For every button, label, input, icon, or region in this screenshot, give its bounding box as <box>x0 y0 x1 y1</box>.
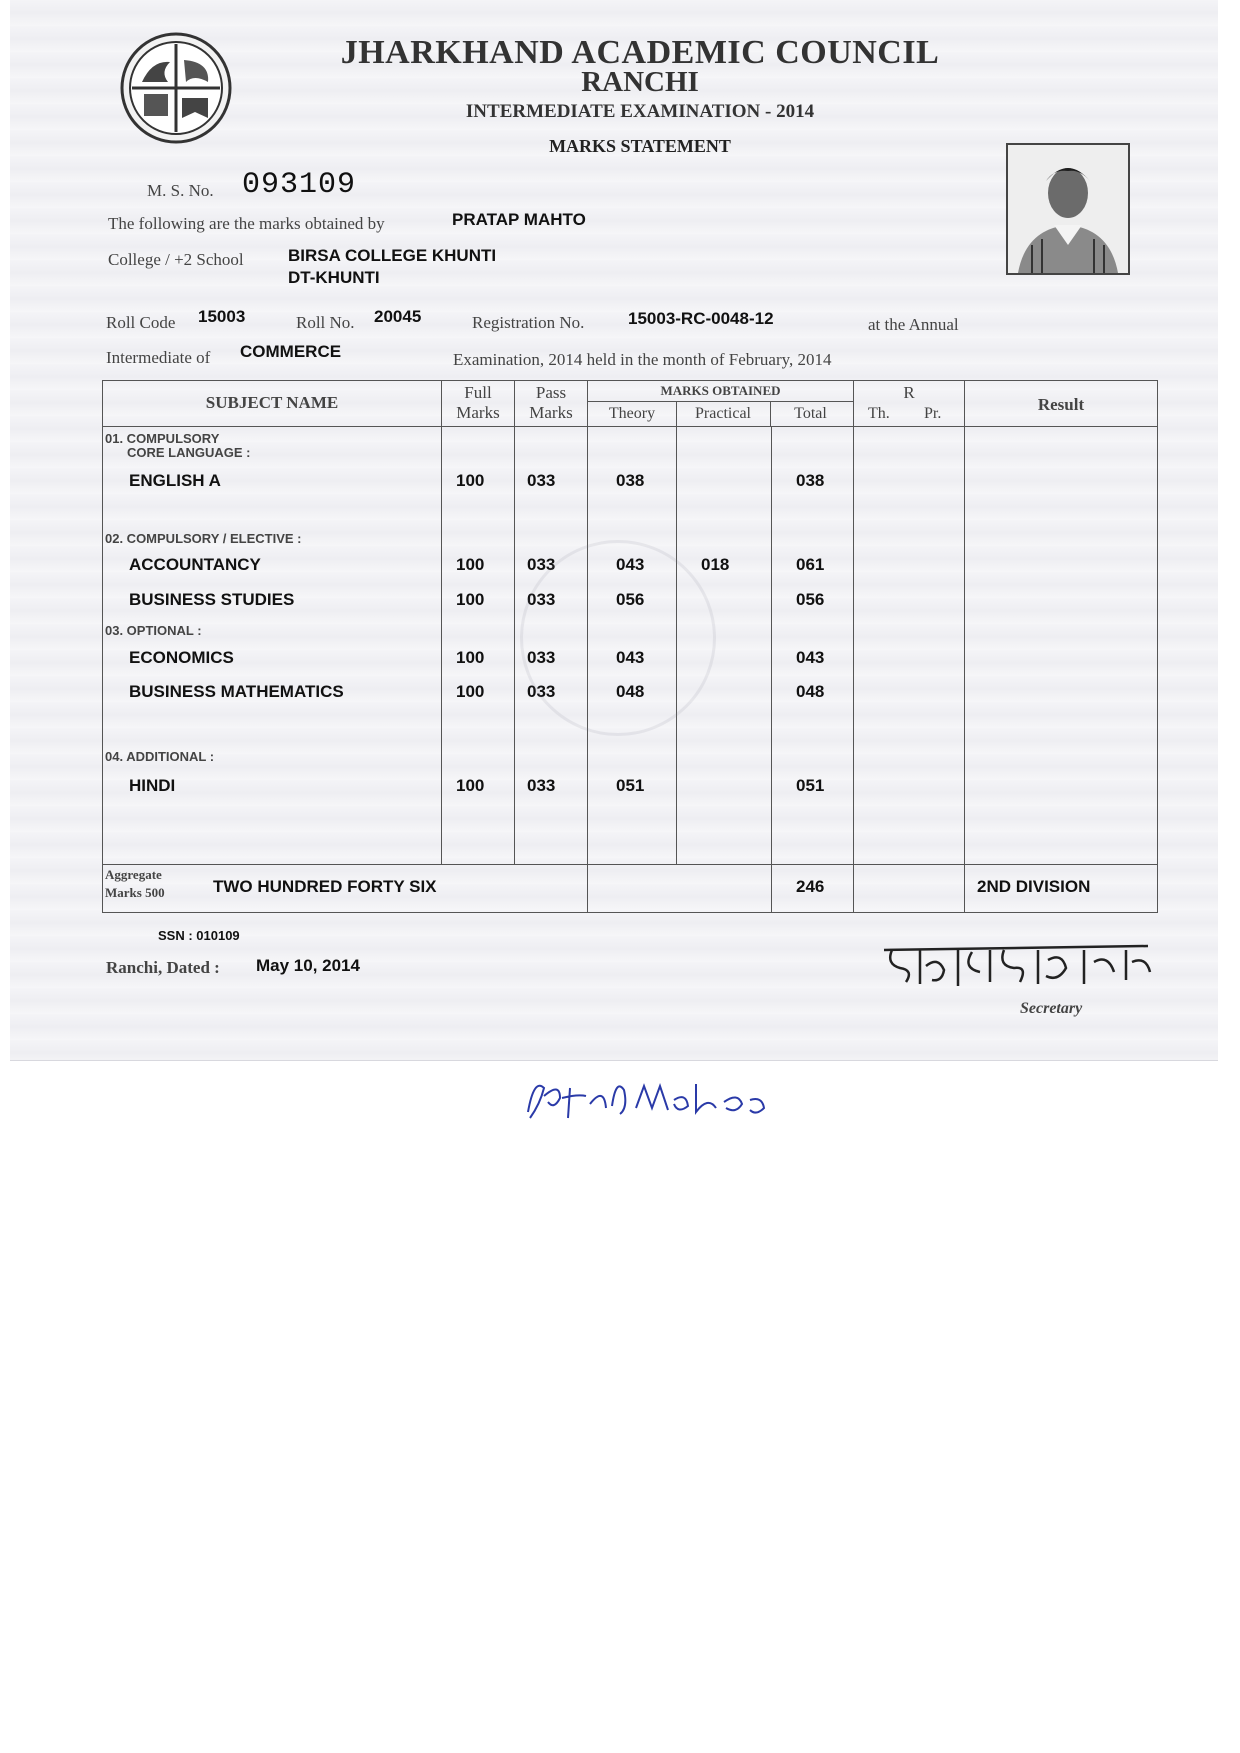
roll-code-label: Roll Code <box>106 313 176 332</box>
obtained-by-label: The following are the marks obtained by <box>108 214 385 233</box>
full-marks-column: 100 100 100 100 100 100 <box>442 427 515 865</box>
subject-name-header: SUBJECT NAME <box>103 381 442 427</box>
document-type: MARKS STATEMENT <box>549 136 731 156</box>
aggregate-label: Aggregate <box>105 867 162 882</box>
annual-label: at the Annual <box>868 315 959 334</box>
dated-label: Ranchi, Dated : <box>106 958 220 977</box>
subject-column <box>103 427 442 865</box>
secretary-label: Secretary <box>1020 1000 1083 1017</box>
final-result: 2ND DIVISION <box>977 877 1091 896</box>
subject-name: HINDI <box>129 776 176 795</box>
student-name: PRATAP MAHTO <box>452 210 586 229</box>
full-marks-header: Full Marks <box>442 381 515 427</box>
college-district: DT-KHUNTI <box>288 268 380 287</box>
r-header: R Th. Pr. <box>854 381 965 427</box>
marks-obtained-header: MARKS OBTAINED Theory Practical Total <box>588 381 854 427</box>
council-city: RANCHI <box>581 66 699 98</box>
exam-held-text: Examination, 2014 held in the month of February, 2014 <box>453 350 832 369</box>
intermediate-of-label: Intermediate of <box>106 348 211 367</box>
council-watermark-seal <box>520 540 716 736</box>
practical-column: 018 <box>677 427 772 865</box>
issue-date: May 10, 2014 <box>256 956 360 975</box>
subject-name: ACCOUNTANCY <box>129 555 261 574</box>
student-photo <box>1006 143 1130 275</box>
section-sublabel: CORE LANGUAGE : <box>127 445 251 460</box>
college-name: BIRSA COLLEGE KHUNTI <box>288 246 497 265</box>
aggregate-row <box>103 865 1158 913</box>
r-column <box>854 427 965 865</box>
ssn-number: SSN : 010109 <box>158 928 240 943</box>
ms-no-value: 093109 <box>242 168 357 202</box>
roll-no-value: 20045 <box>374 307 422 326</box>
aggregate-total-cell <box>772 865 854 913</box>
result-column <box>965 427 1158 865</box>
registration-label: Registration No. <box>472 313 585 332</box>
section-label: 04. ADDITIONAL : <box>105 749 215 764</box>
total-column: 038 061 056 043 048 051 <box>772 427 854 865</box>
ms-no-label: M. S. No. <box>147 181 214 200</box>
theory-column: 038 043 056 043 048 051 <box>588 427 677 865</box>
section-label: 03. OPTIONAL : <box>105 623 202 638</box>
secretary-signature <box>880 938 1170 998</box>
theory-header: Theory <box>608 405 656 422</box>
subject-name: BUSINESS STUDIES <box>129 590 295 609</box>
stream-value: COMMERCE <box>240 342 342 361</box>
roll-no-label: Roll No. <box>296 313 355 332</box>
subject-name: ECONOMICS <box>129 648 234 667</box>
result-header: Result <box>965 381 1158 427</box>
section-label: 01. COMPULSORY <box>105 431 220 446</box>
section-label: 02. COMPULSORY / ELECTIVE : <box>105 531 302 546</box>
exam-title: INTERMEDIATE EXAMINATION - 2014 <box>465 101 815 122</box>
council-title: JHARKHAND ACADEMIC COUNCIL <box>340 34 940 71</box>
subject-name: ENGLISH A <box>129 471 221 490</box>
aggregate-in-words: TWO HUNDRED FORTY SIX <box>213 877 437 896</box>
pass-marks-header: Pass Marks <box>515 381 588 427</box>
student-signature <box>520 1068 770 1128</box>
aggregate-words-cell <box>103 865 588 913</box>
college-label: College / +2 School <box>108 250 244 269</box>
aggregate-max: Marks 500 <box>105 885 165 900</box>
roll-code-value: 15003 <box>198 307 246 326</box>
practical-header: Practical <box>695 405 751 422</box>
aggregate-result-cell <box>965 865 1158 913</box>
council-emblem-icon <box>120 32 232 144</box>
total-header: Total <box>794 405 827 422</box>
table-header-row <box>103 381 1158 427</box>
registration-value: 15003-RC-0048-12 <box>628 309 774 328</box>
aggregate-total: 246 <box>796 877 825 896</box>
pass-marks-column: 033 033 033 033 033 033 <box>515 427 588 865</box>
subject-name: BUSINESS MATHEMATICS <box>129 682 344 701</box>
